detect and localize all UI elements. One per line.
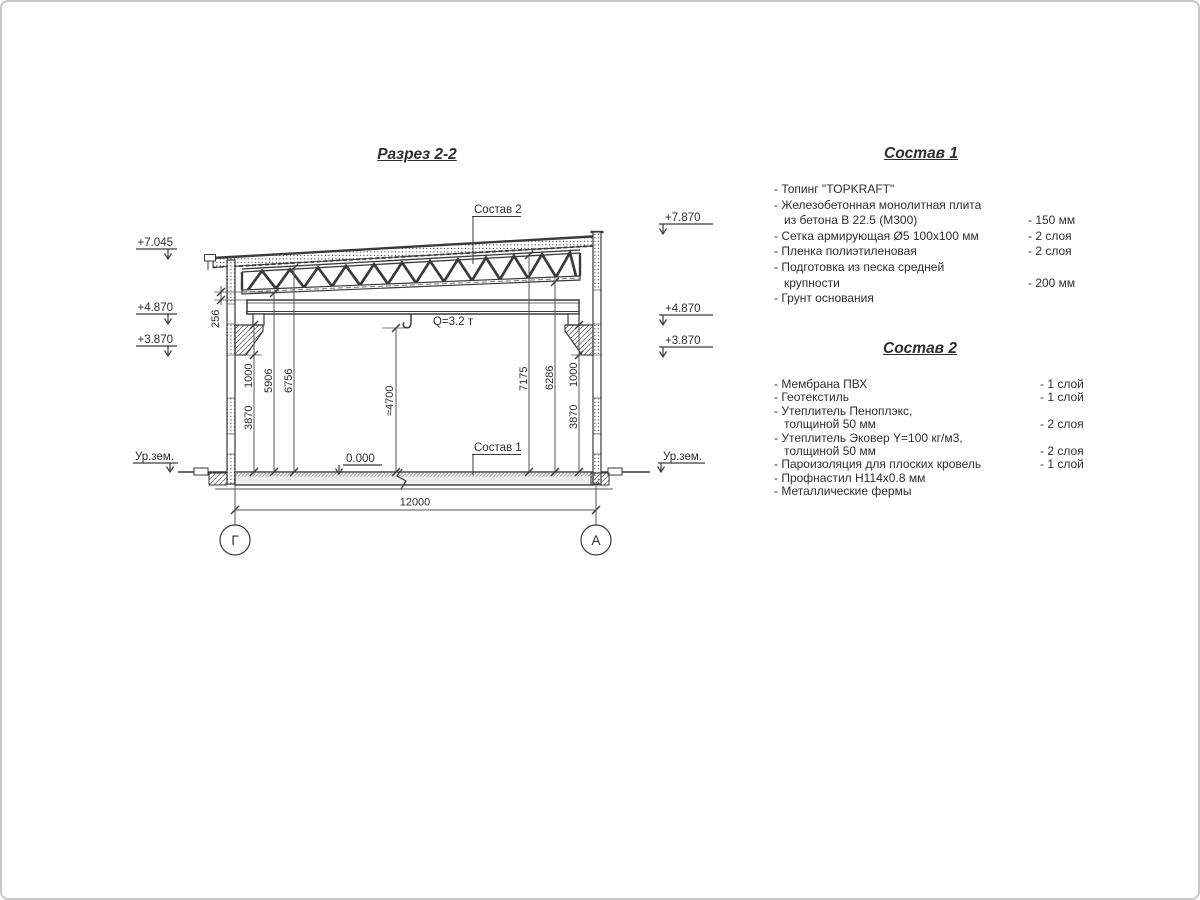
dim-truss-bottom-right: 6286 (544, 365, 556, 390)
item-value: - 150 мм (1028, 213, 1076, 228)
item-text: - Подготовка из песка средней (774, 259, 945, 274)
item-value (1028, 291, 1092, 307)
list-item (774, 260, 1092, 276)
sostav2-heading: Состав 2 (883, 340, 957, 357)
list-item (774, 229, 1092, 245)
item-text: - Железобетонная монолитная плита (774, 197, 982, 212)
axis-right-letter: А (591, 533, 601, 548)
axis-right (581, 525, 611, 555)
list-item (774, 276, 1092, 292)
dim-roof-under-right: 7175 (518, 366, 530, 391)
span-dimension (235, 486, 596, 525)
item-text: толщиной 50 мм (784, 444, 876, 459)
item-value (1040, 472, 1104, 485)
list-item (774, 182, 1092, 198)
list-item (774, 472, 1104, 485)
elev-left-top: +7.045 (137, 237, 173, 249)
item-value: - 1 слой (1040, 377, 1084, 391)
item-text: - Профнастил Н114x0.8 мм (774, 470, 926, 485)
item-text: толщиной 50 мм (784, 417, 876, 432)
item-text: - Мембрана ПВХ (774, 377, 868, 391)
item-value: - 1 слой (1040, 390, 1084, 405)
right-wall (593, 232, 601, 484)
axis-left (220, 525, 250, 555)
item-text: из бетона В 22.5 (М300) (784, 213, 918, 228)
dim-roof-under-left: 6756 (283, 368, 295, 393)
list-item (774, 378, 1104, 391)
bearing-block-right (568, 314, 579, 325)
item-text: - Геотекстиль (774, 390, 849, 405)
leader-sostav2: Состав 2 (474, 204, 522, 216)
elev-left-low: +3.870 (137, 334, 173, 346)
item-value (1028, 260, 1092, 276)
list-item (774, 458, 1104, 471)
list-item (774, 485, 1104, 498)
elev-floor: 0.000 (346, 453, 375, 465)
item-value: - 2 слоя (1028, 228, 1072, 243)
leader-sostav1: Состав 1 (474, 442, 522, 454)
corbel-left (235, 325, 263, 355)
item-value: - 200 мм (1028, 275, 1076, 290)
dim-roof-edge: 256 (210, 309, 222, 328)
sostav1-list (774, 182, 1092, 307)
list-item (774, 244, 1092, 260)
elev-right-mid: +4.870 (665, 303, 701, 315)
item-text: - Пароизоляция для плоских кровель (774, 457, 982, 472)
item-text: крупности (784, 275, 840, 290)
footing-right (591, 473, 609, 485)
list-item (774, 391, 1104, 404)
item-value: - 2 слоя (1040, 444, 1084, 459)
eaves-drip (205, 255, 216, 262)
item-text: - Металлические фермы (774, 484, 912, 499)
crane-capacity-label: Q=3.2 т (433, 316, 474, 328)
dim-truss-bottom-left: 5906 (263, 368, 275, 393)
item-value (1028, 182, 1092, 198)
dim-right-corbel: 1000 (568, 362, 580, 387)
item-value: - 1 слой (1040, 457, 1084, 472)
ground-label-left: Ур.зем. (135, 451, 175, 463)
dim-hook-height: ≈4700 (384, 385, 396, 416)
item-text: - Утеплитель Пеноплэкс, (774, 403, 913, 418)
list-item (774, 445, 1104, 458)
item-text: - Утеплитель Эковер Y=100 кг/м3, (774, 430, 963, 445)
item-value: - 2 слоя (1028, 244, 1072, 259)
elev-right-top: +7.870 (665, 212, 701, 224)
list-item (774, 213, 1092, 229)
footing-left (209, 473, 227, 485)
dim-span: 12000 (399, 496, 431, 509)
item-value (1040, 485, 1104, 498)
list-item (774, 198, 1092, 214)
sostav2-list (774, 378, 1104, 499)
item-value: - 2 слоя (1040, 417, 1084, 432)
list-item (774, 291, 1092, 307)
item-text: - Сетка армирующая Ø5 100x100 мм (774, 228, 979, 243)
list-item (774, 418, 1104, 431)
axis-left-letter: Г (231, 533, 239, 548)
item-text: - Пленка полиэтиленовая (774, 244, 917, 259)
list-item (774, 432, 1104, 445)
item-value (1028, 198, 1092, 214)
drawing-title: Разрез 2-2 (377, 146, 457, 163)
sostav1-heading: Состав 1 (884, 145, 958, 162)
bearing-block-left (253, 314, 264, 325)
list-item (774, 405, 1104, 418)
item-text: - Топинг "TOPKRAFT" (774, 182, 895, 196)
item-value (1040, 405, 1104, 418)
left-wall (227, 260, 235, 484)
crane-hook (403, 314, 411, 328)
item-value (1040, 432, 1104, 445)
dim-left-corbel: 1000 (243, 363, 255, 388)
ground-label-right: Ур.зем. (663, 451, 703, 463)
elev-right-low: +3.870 (665, 335, 701, 347)
item-text: - Грунт основания (774, 291, 874, 306)
dim-right-wall: 3870 (568, 404, 580, 429)
elev-left-mid: +4.870 (137, 302, 173, 314)
dim-left-wall: 3870 (243, 405, 255, 430)
